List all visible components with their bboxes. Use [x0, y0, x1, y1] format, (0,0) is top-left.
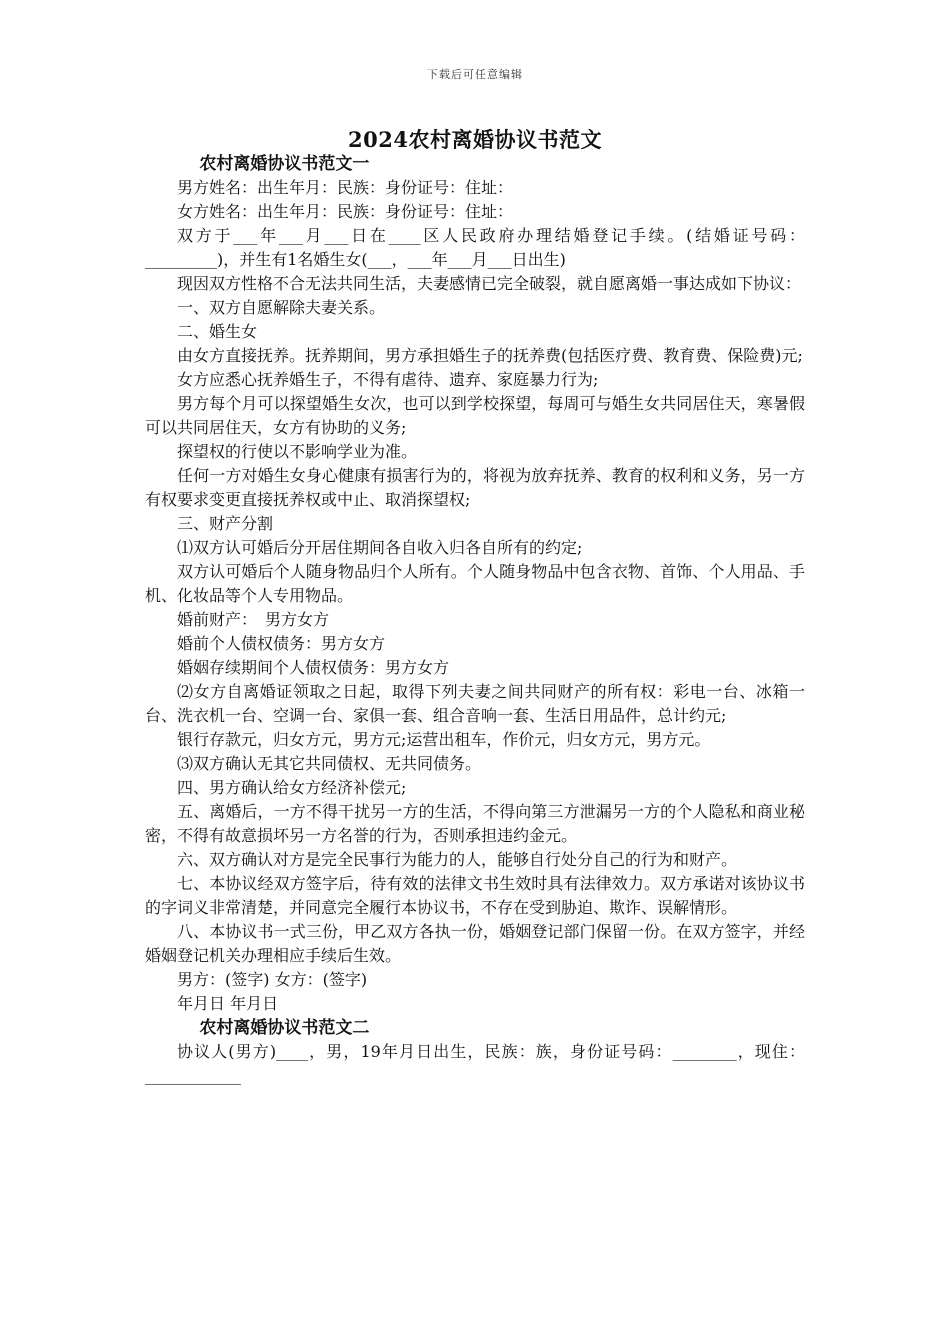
paragraph: 一、双方自愿解除夫妻关系。 — [177, 298, 386, 317]
document-body — [145, 152, 805, 1088]
paragraph: 七、本协议经双方签字后，待有效的法律文书生效时具有法律效力。双方承诺对该协议书的字词义非常清楚，并同意完全履行本协议书，不存在受到胁迫、欺诈、误解情形。 — [145, 874, 805, 917]
paragraph: 女方应悉心抚养婚生子，不得有虐待、遗弃、家庭暴力行为; — [177, 370, 599, 389]
header-note: 下载后可任意编辑 — [427, 68, 523, 81]
paragraph: 五、离婚后，一方不得干扰另一方的生活，不得向第三方泄漏另一方的个人隐私和商业秘密，不得有故意损坏另一方名誉的行为，否则承担违约金元。 — [145, 802, 805, 845]
paragraph: 三、财产分割 — [177, 514, 274, 533]
paragraph: 双方于___年___月___日在____区人民政府办理结婚登记手续。(结婚证号码：_________)，并生有1名婚生女(___，___年___月___日出生) — [145, 226, 805, 269]
paragraph: 女方姓名：出生年月：民族：身份证号：住址： — [177, 202, 514, 221]
signature-line: 男方：(签字) 女方：(签字) — [177, 970, 368, 989]
paragraph: ⑴双方认可婚后分开居住期间各自收入归各自所有的约定; — [177, 538, 583, 557]
paragraph: 由女方直接抚养。抚养期间，男方承担婚生子的抚养费(包括医疗费、教育费、保险费)元; — [177, 346, 803, 365]
paragraph: 男方每个月可以探望婚生女次，也可以到学校探望，每周可与婚生女共同居住天，寒暑假可以共同居住天，女方有协助的义务; — [145, 394, 805, 437]
paragraph: 八、本协议书一式三份，甲乙双方各执一份，婚姻登记部门保留一份。在双方签字，并经婚姻登记机关办理相应手续后生效。 — [145, 922, 805, 965]
paragraph: 二、婚生女 — [177, 322, 258, 341]
paragraph: 男方姓名：出生年月：民族：身份证号：住址： — [177, 178, 514, 197]
paragraph: ⑶双方确认无其它共同债权、无共同债务。 — [177, 754, 482, 773]
paragraph: 婚前个人债权债务：男方女方 — [177, 634, 386, 653]
document-title: 2024农村离婚协议书范文 — [348, 127, 602, 152]
paragraph: 探望权的行使以不影响学业为准。 — [177, 442, 418, 461]
paragraph: 双方认可婚后个人随身物品归个人所有。个人随身物品中包含衣物、首饰、个人用品、手机、化妆品等个人专用物品。 — [145, 562, 805, 605]
paragraph: 六、双方确认对方是完全民事行为能力的人，能够自行处分自己的行为和财产。 — [177, 850, 738, 869]
date-line: 年月日 年月日 — [177, 994, 279, 1013]
paragraph: 银行存款元，归女方元，男方元;运营出租车，作价元，归女方元，男方元。 — [177, 730, 711, 749]
paragraph: 婚姻存续期间个人债权债务：男方女方 — [177, 658, 450, 677]
paragraph: 任何一方对婚生女身心健康有损害行为的，将视为放弃抚养、教育的权利和义务，另一方有权要求变更直接抚养权或中止、取消探望权; — [145, 466, 805, 509]
section-heading: 农村离婚协议书范文二 — [199, 1018, 370, 1038]
paragraph: 现因双方性格不合无法共同生活，夫妻感情已完全破裂，就自愿离婚一事达成如下协议： — [177, 274, 802, 293]
paragraph: 协议人(男方)____，男，19年月日出生，民族：族，身份证号码：________，现住：____________ — [145, 1042, 805, 1085]
section-heading: 农村离婚协议书范文一 — [199, 154, 370, 174]
paragraph: 四、男方确认给女方经济补偿元; — [177, 778, 407, 797]
paragraph: ⑵女方自离婚证领取之日起，取得下列夫妻之间共同财产的所有权：彩电一台、冰箱一台、洗衣机一台、空调一台、家俱一套、组合音响一套、生活日用品件，总计约元; — [145, 682, 805, 725]
paragraph: 婚前财产： 男方女方 — [177, 610, 330, 629]
